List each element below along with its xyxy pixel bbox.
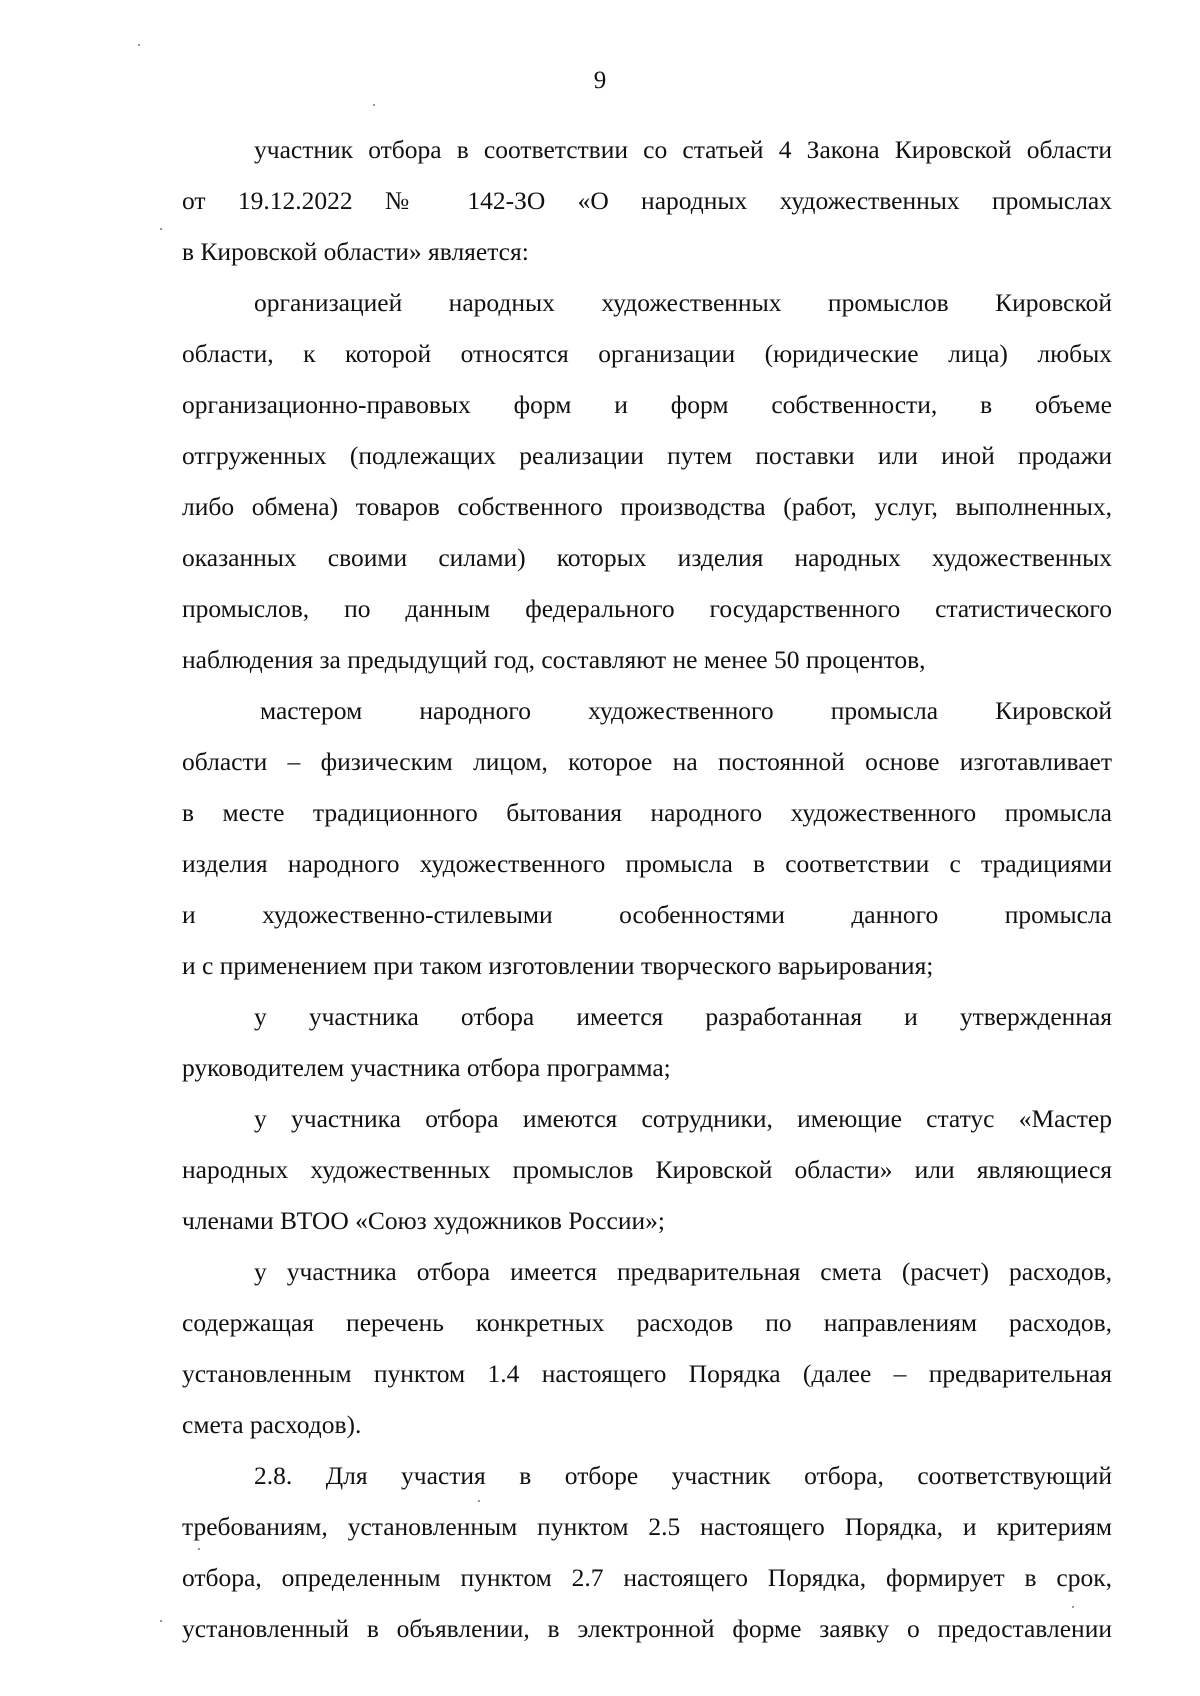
text-line: народных художественных промыслов Кировской области» или являющиеся [182,1155,1112,1184]
text-line: организацией народных художественных промыслов Кировской [254,288,1112,317]
paragraph-1 [182,124,1112,277]
text-line: отбора, определенным пунктом 2.7 настоящего Порядка, формирует в срок, [182,1563,1112,1592]
paragraph-4 [182,991,1112,1093]
text-line: руководителем участника отбора программа; [182,1053,671,1082]
text-line: участник отбора в соответствии со статьей 4 Закона Кировской области [254,135,1112,164]
text-line: изделия народного художественного промысла в соответствии с традициями [182,849,1112,878]
paragraph-5 [182,1093,1112,1246]
text-line: требованиям, установленным пунктом 2.5 настоящего Порядка, и критериям [182,1512,1112,1541]
scan-speck [1072,1606,1074,1608]
scan-speck [138,44,140,46]
scan-speck [373,104,375,106]
text-line: членами ВТОО «Союз художников России»; [182,1206,665,1235]
scan-speck [198,1548,200,1550]
page-number: 9 [593,67,607,94]
text-line: наблюдения за предыдущий год, составляют не менее 50 процентов, [182,645,926,674]
text-line: в месте традиционного бытования народного художественного промысла [182,798,1112,827]
paragraph-2 [182,277,1112,685]
text-line: 2.8. Для участия в отборе участник отбора, соответствующий [254,1461,1112,1490]
scan-speck [160,1620,162,1622]
scan-speck [478,1500,480,1502]
paragraph-6 [182,1246,1112,1450]
paragraph-3 [182,685,1112,991]
text-line: либо обмена) товаров собственного производства (работ, услуг, выполненных, [182,492,1112,521]
text-line: содержащая перечень конкретных расходов по направлениям расходов, [182,1308,1112,1337]
text-line: области, к которой относятся организации (юридические лица) любых [182,339,1112,368]
text-line: мастером народного художественного промысла Кировской [260,696,1112,725]
text-line: и художественно-стилевыми особенностями данного промысла [182,900,1112,929]
text-line: промыслов, по данным федерального государственного статистического [182,594,1112,623]
text-line: установленным пунктом 1.4 настоящего Порядка (далее – предварительная [182,1359,1112,1388]
text-line: у участника отбора имеется предварительная смета (расчет) расходов, [254,1257,1112,1286]
text-line: оказанных своими силами) которых изделия народных художественных [182,543,1112,572]
text-line: установленный в объявлении, в электронной форме заявку о предоставлении [182,1614,1112,1643]
text-line: области – физическим лицом, которое на постоянной основе изготавливает [182,747,1112,776]
text-line: смета расходов). [182,1410,362,1439]
text-line: у участника отбора имеется разработанная и утвержденная [254,1002,1112,1031]
paragraph-7 [182,1450,1112,1654]
text-line: и с применением при таком изготовлении творческого варьирования; [182,951,934,980]
text-line: в Кировской области» является: [182,237,529,266]
scan-speck [160,228,162,230]
text-line: организационно-правовых форм и форм собственности, в объеме [182,390,1112,419]
text-line: отгруженных (подлежащих реализации путем поставки или иной продажи [182,441,1112,470]
text-line: от 19.12.2022 № 142-ЗО «О народных художественных промыслах [182,186,1112,215]
text-line: у участника отбора имеются сотрудники, имеющие статус «Мастер [254,1104,1112,1133]
document-body [182,124,1112,1654]
